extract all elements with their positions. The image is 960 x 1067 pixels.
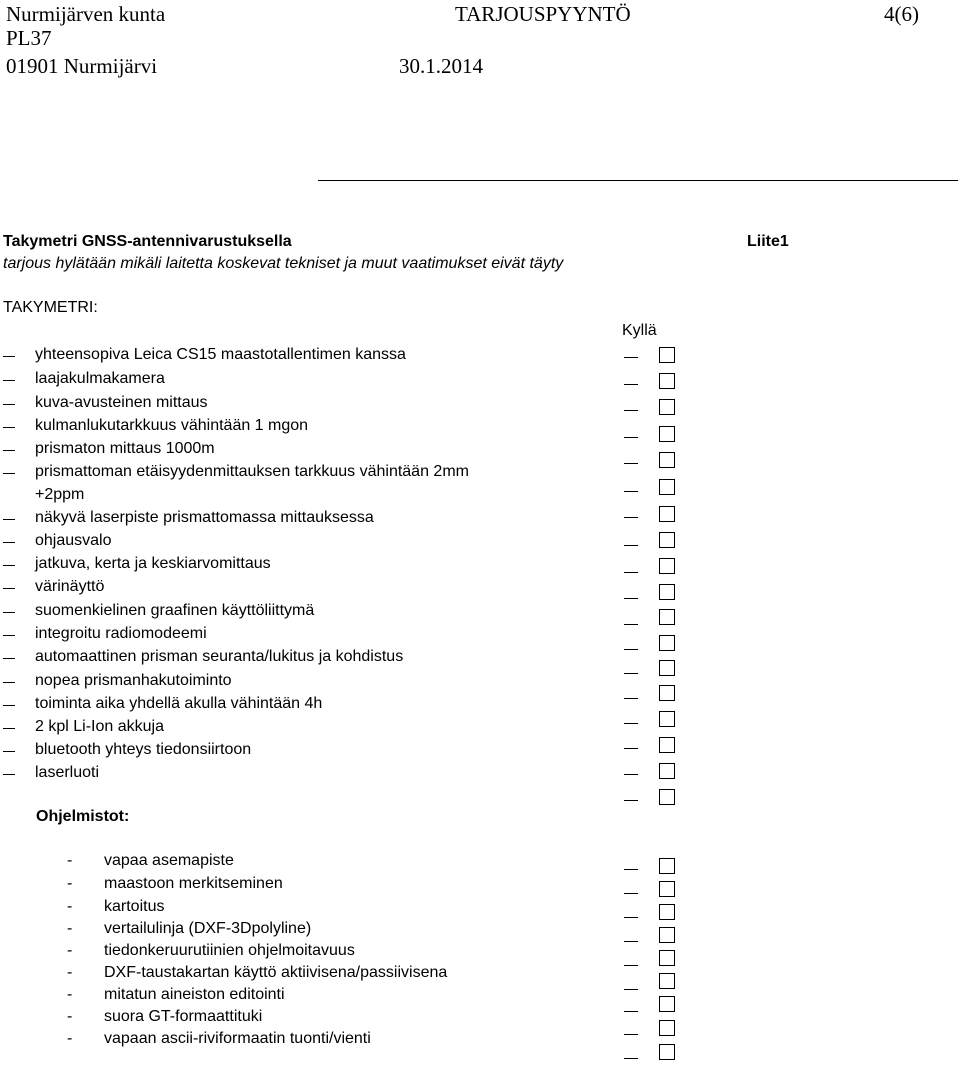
yes-checkbox[interactable] xyxy=(659,1020,675,1036)
answer-blank-line[interactable] xyxy=(624,800,638,801)
yes-checkbox[interactable] xyxy=(659,584,675,600)
requirement-text: jatkuva, kerta ja keskiarvomittaus xyxy=(35,555,271,572)
software-item-text: vapaa asemapiste xyxy=(104,852,234,869)
requirement-bullet-dash xyxy=(3,682,15,683)
yes-checkbox[interactable] xyxy=(659,927,675,943)
requirement-text: suomenkielinen graafinen käyttöliittymä xyxy=(35,602,315,619)
yes-checkbox[interactable] xyxy=(659,347,675,363)
yes-checkbox[interactable] xyxy=(659,609,675,625)
yes-checkbox[interactable] xyxy=(659,789,675,805)
answer-blank-line[interactable] xyxy=(624,989,638,990)
document-title: Takymetri GNSS-antennivarustuksella xyxy=(3,233,292,250)
software-bullet: - xyxy=(67,964,73,981)
requirement-bullet-dash xyxy=(3,658,15,659)
answer-blank-line[interactable] xyxy=(624,437,638,438)
document-subtitle: tarjous hylätään mikäli laitetta koskevat tekniset ja muut vaatimukset eivät täyty xyxy=(3,255,564,272)
yes-checkbox[interactable] xyxy=(659,881,675,897)
answer-blank-line[interactable] xyxy=(624,1011,638,1012)
requirement-text: automaattinen prisman seuranta/lukitus ja kohdistus xyxy=(35,648,404,665)
requirement-bullet-dash xyxy=(3,774,15,775)
requirement-bullet-dash xyxy=(3,565,15,566)
answer-blank-line[interactable] xyxy=(624,491,638,492)
requirement-bullet-dash xyxy=(3,542,15,543)
requirement-bullet-dash xyxy=(3,612,15,613)
yes-checkbox[interactable] xyxy=(659,479,675,495)
software-bullet: - xyxy=(67,942,73,959)
yes-checkbox[interactable] xyxy=(659,858,675,874)
requirement-bullet-dash xyxy=(3,519,15,520)
requirement-text: +2ppm xyxy=(35,486,85,503)
yes-checkbox[interactable] xyxy=(659,635,675,651)
yes-checkbox[interactable] xyxy=(659,685,675,701)
software-item-text: tiedonkeruurutiinien ohjelmoitavuus xyxy=(104,942,355,959)
answer-blank-line[interactable] xyxy=(624,698,638,699)
yes-checkbox[interactable] xyxy=(659,711,675,727)
requirement-bullet-dash xyxy=(3,404,15,405)
requirement-text: prismattoman etäisyydenmittauksen tarkkuus vähintään 2mm xyxy=(35,463,469,480)
answer-blank-line[interactable] xyxy=(624,463,638,464)
requirement-text: 2 kpl Li-Ion akkuja xyxy=(35,718,164,735)
requirement-bullet-dash xyxy=(3,450,15,451)
answer-blank-line[interactable] xyxy=(624,598,638,599)
requirement-text: bluetooth yhteys tiedonsiirtoon xyxy=(35,741,252,758)
software-bullet: - xyxy=(67,1008,73,1025)
answer-blank-line[interactable] xyxy=(624,384,638,385)
software-item-text: vapaan ascii-riviformaatin tuonti/vienti xyxy=(104,1030,371,1047)
yes-checkbox[interactable] xyxy=(659,399,675,415)
software-heading: Ohjelmistot: xyxy=(36,808,130,825)
requirement-text: nopea prismanhakutoiminto xyxy=(35,672,232,689)
header-rule xyxy=(318,180,958,181)
answer-blank-line[interactable] xyxy=(624,673,638,674)
yes-checkbox[interactable] xyxy=(659,973,675,989)
requirement-bullet-dash xyxy=(3,705,15,706)
answer-blank-line[interactable] xyxy=(624,649,638,650)
yes-checkbox[interactable] xyxy=(659,373,675,389)
answer-blank-line[interactable] xyxy=(624,965,638,966)
answer-blank-line[interactable] xyxy=(624,917,638,918)
answer-blank-line[interactable] xyxy=(624,624,638,625)
software-item-text: DXF-taustakartan käyttö aktiivisena/passiivisena xyxy=(104,964,448,981)
requirement-text: kulmanlukutarkkuus vähintään 1 mgon xyxy=(35,417,309,434)
answer-blank-line[interactable] xyxy=(624,893,638,894)
appendix-label: Liite1 xyxy=(747,233,789,250)
requirement-bullet-dash xyxy=(3,356,15,357)
requirement-text: integroitu radiomodeemi xyxy=(35,625,207,642)
yes-checkbox[interactable] xyxy=(659,532,675,548)
software-item-text: kartoitus xyxy=(104,898,165,915)
answer-blank-line[interactable] xyxy=(624,517,638,518)
software-bullet: - xyxy=(67,875,73,892)
answer-blank-line[interactable] xyxy=(624,748,638,749)
answer-blank-line[interactable] xyxy=(624,1058,638,1059)
requirement-bullet-dash xyxy=(3,751,15,752)
yes-checkbox[interactable] xyxy=(659,660,675,676)
requirement-text: värinäyttö xyxy=(35,578,105,595)
yes-column-header: Kyllä xyxy=(622,322,657,339)
requirement-bullet-dash xyxy=(3,380,15,381)
answer-blank-line[interactable] xyxy=(624,410,638,411)
answer-blank-line[interactable] xyxy=(624,869,638,870)
software-bullet: - xyxy=(67,1030,73,1047)
requirement-bullet-dash xyxy=(3,728,15,729)
yes-checkbox[interactable] xyxy=(659,904,675,920)
answer-blank-line[interactable] xyxy=(624,774,638,775)
answer-blank-line[interactable] xyxy=(624,545,638,546)
po-box: PL37 xyxy=(6,26,52,50)
section-label: TAKYMETRI: xyxy=(3,299,98,316)
requirement-text: laserluoti xyxy=(35,764,100,781)
answer-blank-line[interactable] xyxy=(624,357,638,358)
software-item-text: mitatun aineiston editointi xyxy=(104,986,285,1003)
answer-blank-line[interactable] xyxy=(624,1034,638,1035)
yes-checkbox[interactable] xyxy=(659,452,675,468)
document-date: 30.1.2014 xyxy=(399,54,483,78)
document-type: TARJOUSPYYNTÖ xyxy=(455,2,631,26)
software-item-text: maastoon merkitseminen xyxy=(104,875,283,892)
requirement-text: laajakulmakamera xyxy=(35,370,165,387)
yes-checkbox[interactable] xyxy=(659,426,675,442)
yes-checkbox[interactable] xyxy=(659,1044,675,1060)
software-bullet: - xyxy=(67,852,73,869)
software-item-text: suora GT-formaattituki xyxy=(104,1008,263,1025)
requirement-text: ohjausvalo xyxy=(35,532,112,549)
requirement-text: kuva-avusteinen mittaus xyxy=(35,394,208,411)
yes-checkbox[interactable] xyxy=(659,950,675,966)
software-bullet: - xyxy=(67,898,73,915)
requirement-text: prismaton mittaus 1000m xyxy=(35,440,215,457)
page-number: 4(6) xyxy=(884,2,919,26)
yes-checkbox[interactable] xyxy=(659,737,675,753)
requirement-text: toiminta aika yhdellä akulla vähintään 4h xyxy=(35,695,323,712)
yes-checkbox[interactable] xyxy=(659,763,675,779)
postal-address: 01901 Nurmijärvi xyxy=(6,54,158,78)
requirement-bullet-dash xyxy=(3,588,15,589)
software-bullet: - xyxy=(67,920,73,937)
answer-blank-line[interactable] xyxy=(624,941,638,942)
requirement-bullet-dash xyxy=(3,427,15,428)
answer-blank-line[interactable] xyxy=(624,723,638,724)
requirement-bullet-dash xyxy=(3,635,15,636)
yes-checkbox[interactable] xyxy=(659,558,675,574)
requirement-text: näkyvä laserpiste prismattomassa mittauksessa xyxy=(35,509,374,526)
requirement-bullet-dash xyxy=(3,473,15,474)
answer-blank-line[interactable] xyxy=(624,572,638,573)
municipality-name: Nurmijärven kunta xyxy=(6,2,166,26)
yes-checkbox[interactable] xyxy=(659,996,675,1012)
yes-checkbox[interactable] xyxy=(659,506,675,522)
requirement-text: yhteensopiva Leica CS15 maastotallentimen kanssa xyxy=(35,346,406,363)
software-item-text: vertailulinja (DXF-3Dpolyline) xyxy=(104,920,312,937)
software-bullet: - xyxy=(67,986,73,1003)
